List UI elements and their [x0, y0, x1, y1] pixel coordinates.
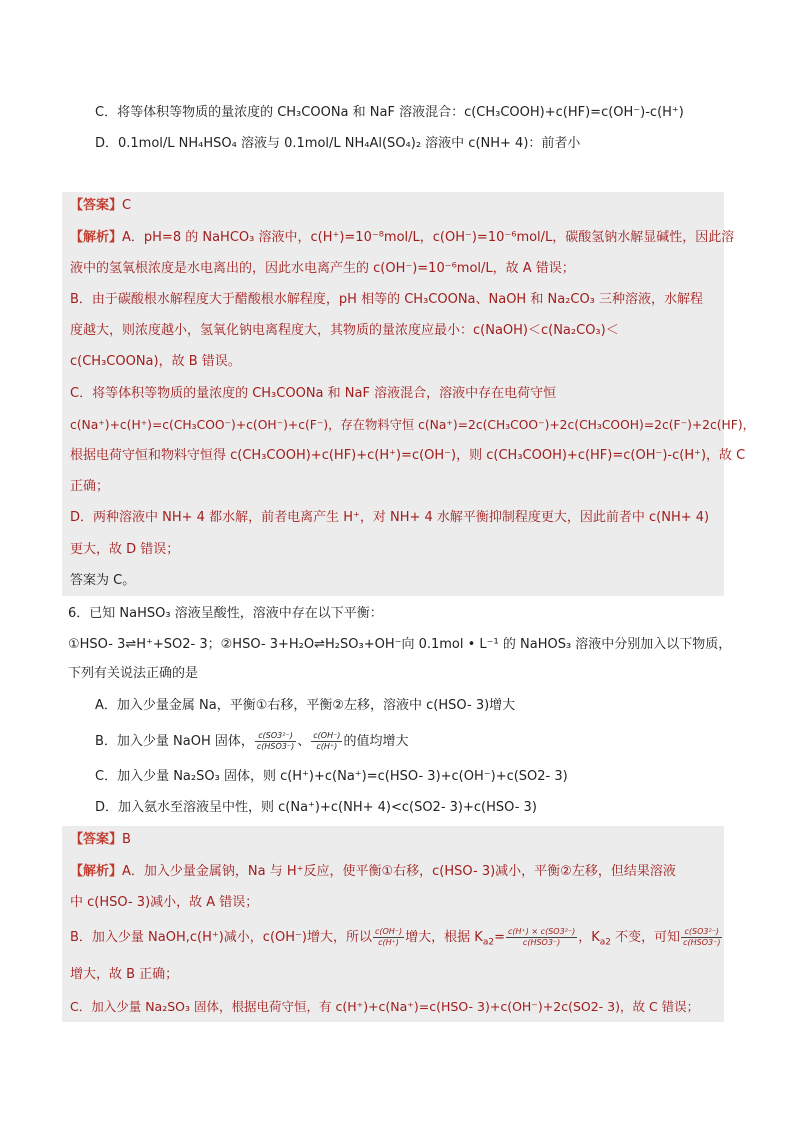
answer-1 — [70, 196, 131, 216]
fraction-numerator: c(OH⁻) — [374, 927, 403, 936]
fraction-denominator: c(H⁺) — [378, 938, 400, 947]
q6-option-a: A．加入少量金属 Na，平衡①右移，平衡②左移，溶液中 c(HSO- 3)增大 — [95, 698, 516, 713]
analysis-1-line-3: B．由于碳酸根水解程度大于醋酸根水解程度，pH 相等的 CH₃COONa、NaOH 和 Na₂CO₃ 三种溶液，水解程 — [70, 292, 704, 307]
fraction-so3-hso3 — [255, 731, 296, 752]
q6-option-b-sep: 、 — [297, 734, 311, 749]
analysis-2-line-1 — [70, 862, 676, 882]
analysis-1-line-8: 根据电荷守恒和物料守恒得 c(CH₃COOH)+c(HF)+c(H⁺)=c(OH⁻)，则 c(CH₃COOH)+c(HF)=c(OH⁻)-c(H⁺)，故 C — [70, 448, 746, 463]
analysis-1-conclusion: 答案为 C。 — [70, 573, 136, 588]
fraction-denominator: c(HSO3⁻) — [522, 938, 561, 947]
fraction-oh-h — [311, 731, 342, 752]
fraction-ka2-expression — [506, 927, 577, 948]
analysis-2-line-3-d: ，K — [578, 930, 600, 945]
fraction-numerator: c(H⁺) × c(SO3²⁻) — [508, 927, 576, 936]
analysis-1-line-7: c(Na⁺)+c(H⁺)=c(CH₃COO⁻)+c(OH⁻)+c(F⁻)，存在物料守恒 c(Na⁺)=2c(CH₃COO⁻)+2c(CH₃COOH)=2c(F⁻)+2c(HF)， — [70, 418, 755, 432]
analysis-1-line-9: 正确； — [70, 479, 110, 494]
fraction-denominator: c(HSO3⁻) — [683, 938, 721, 947]
fraction-denominator: c(H⁺) — [316, 742, 338, 751]
analysis-1-line-4: 度越大，则浓度越小，氢氧化钠电离程度大，其物质的量浓度应最小：c(NaOH)＜c(Na₂CO₃)＜ — [70, 323, 619, 338]
q6-stem-2: ①HSO- 3⇌H⁺+SO2- 3；②HSO- 3+H₂O⇌H₂SO₃+OH⁻向 0.1mol • L⁻¹ 的 NaHOS₃ 溶液中分别加入以下物质， — [68, 637, 732, 652]
q6-stem-1: 6．已知 NaHSO₃ 溶液呈酸性，溶液中存在以下平衡： — [68, 606, 383, 621]
analysis-tag: 【解析】 — [70, 864, 123, 879]
analysis-2-line-5: C．加入少量 Na₂SO₃ 固体，根据电荷守恒，有 c(H⁺)+c(Na⁺)=c(HSO- 3)+c(OH⁻)+2c(SO2- 3)，故 C 错误； — [70, 999, 700, 1014]
analysis-2-line-3-c: = — [494, 930, 505, 945]
fraction-so3-hso3 — [681, 927, 722, 948]
q6-option-b-pre: B．加入少量 NaOH 固体， — [95, 734, 254, 749]
fraction-denominator: c(HSO3⁻) — [256, 742, 295, 751]
answer-2 — [70, 830, 131, 850]
analysis-2-line-3 — [70, 924, 723, 952]
analysis-1-line-2: 液中的氢氧根浓度是水电离出的，因此水电离产生的 c(OH⁻)=10⁻⁶mol/L，故 A 错误； — [70, 261, 575, 276]
q6-option-b — [95, 728, 408, 756]
analysis-2-line-3-e: 不变，可知 — [610, 930, 681, 945]
analysis-2-line-4: 增大，故 B 正确； — [70, 967, 179, 982]
q6-option-c: C．加入少量 Na₂SO₃ 固体，则 c(H⁺)+c(Na⁺)=c(HSO- 3)+c(OH⁻)+c(SO2- 3) — [95, 769, 568, 784]
option-c-prev: D．0.1mol/L NH₄HSO₄ 溶液与 0.1mol/L NH₄Al(SO₄)₂ 溶液中 c(NH+ 4)：前者小 — [95, 136, 581, 151]
analysis-text: A．加入少量金属钠，Na 与 H⁺反应，使平衡①右移，c(HSO- 3)减小，平衡②左移，但结果溶液 — [122, 864, 676, 879]
q6-option-d: D．加入氨水至溶液呈中性，则 c(Na⁺)+c(NH+ 4)<c(SO2- 3)+c(HSO- 3) — [95, 800, 537, 815]
q6-stem-3: 下列有关说法正确的是 — [68, 666, 199, 681]
answer-tag: 【答案】 — [70, 832, 123, 847]
analysis-1-line-5: c(CH₃COONa)，故 B 错误。 — [70, 354, 241, 369]
fraction-numerator: c(OH⁻) — [313, 731, 341, 740]
option-b-prev: C．将等体积等物质的量浓度的 CH₃COONa 和 NaF 溶液混合：c(CH₃COOH)+c(HF)=c(OH⁻)-c(H⁺) — [95, 105, 684, 120]
q6-option-b-post: 的值均增大 — [343, 734, 409, 749]
analysis-2-line-3-b: 增大，根据 K — [405, 930, 483, 945]
analysis-1-line-10: D．两种溶液中 NH+ 4 都水解，前者电离产生 H⁺，对 NH+ 4 水解平衡抑制程度更大，因此前者中 c(NH+ 4) — [70, 510, 710, 525]
analysis-text: A．pH=8 的 NaHCO₃ 溶液中，c(H⁺)=10⁻⁸mol/L，c(OH⁻)=10⁻⁶mol/L，碳酸氢钠水解显碱性，因此溶 — [122, 230, 735, 245]
analysis-tag: 【解析】 — [70, 230, 123, 245]
analysis-2-line-2: 中 c(HSO- 3)减小，故 A 错误； — [70, 895, 259, 910]
analysis-1-line-1 — [70, 228, 734, 248]
analysis-2-line-3-a: B．加入少量 NaOH,c(H⁺)减小，c(OH⁻)增大，所以 — [70, 930, 372, 945]
fraction-oh-h — [373, 927, 404, 948]
fraction-numerator: c(SO3²⁻) — [681, 927, 722, 938]
fraction-numerator: c(SO3²⁻) — [255, 731, 296, 742]
answer-value: B — [122, 832, 131, 847]
ka2-subscript: a2 — [482, 937, 495, 948]
analysis-1-line-6: C．将等体积等物质的量浓度的 CH₃COONa 和 NaF 溶液混合，溶液中存在电荷守恒 — [70, 386, 557, 401]
answer-value: C — [122, 198, 132, 213]
analysis-1-line-11: 更大，故 D 错误； — [70, 542, 180, 557]
ka2-subscript: a2 — [599, 937, 611, 948]
answer-tag: 【答案】 — [70, 198, 123, 213]
